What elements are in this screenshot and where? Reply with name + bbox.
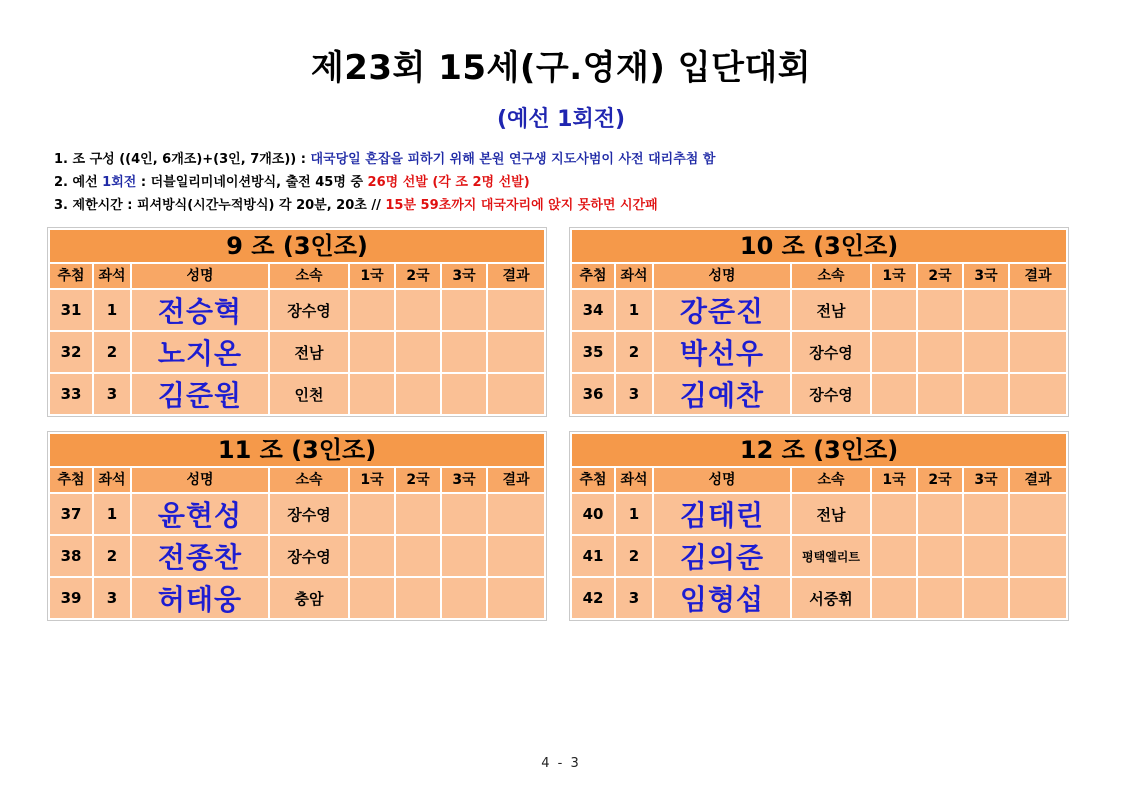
draw-number: 33 [50, 374, 92, 414]
final-result [488, 578, 544, 618]
final-result [1010, 536, 1066, 576]
note-1-text: 1. 조 구성 ((4인, 6개조)+(3인, 7개조)) : [54, 152, 311, 167]
game-3-result [964, 578, 1008, 618]
group-table [48, 432, 546, 620]
page-number: 4 - 3 [541, 756, 581, 771]
game-2-result [396, 536, 440, 576]
game-2-result [918, 578, 962, 618]
column-header: 3국 [442, 264, 486, 288]
game-3-result [442, 332, 486, 372]
draw-number: 42 [572, 578, 614, 618]
table-row [50, 374, 544, 414]
final-result [488, 332, 544, 372]
group-title: 10 조 (3인조) [572, 230, 1066, 262]
game-3-result [964, 374, 1008, 414]
player-name: 허태웅 [132, 578, 268, 618]
column-header: 좌석 [616, 264, 652, 288]
column-header: 결과 [488, 468, 544, 492]
player-affiliation: 장수영 [270, 290, 348, 330]
game-3-result [442, 494, 486, 534]
game-1-result [872, 374, 916, 414]
game-3-result [964, 494, 1008, 534]
draw-number: 36 [572, 374, 614, 414]
column-header: 소속 [792, 264, 870, 288]
game-3-result [442, 374, 486, 414]
group-11 [48, 432, 546, 624]
draw-number: 41 [572, 536, 614, 576]
player-name: 전종찬 [132, 536, 268, 576]
player-name: 김예찬 [654, 374, 790, 414]
seat-number: 1 [616, 494, 652, 534]
player-affiliation: 장수영 [792, 332, 870, 372]
final-result [1010, 494, 1066, 534]
column-header: 성명 [654, 468, 790, 492]
game-1-result [872, 494, 916, 534]
column-header: 추첨 [572, 264, 614, 288]
player-affiliation: 전남 [792, 494, 870, 534]
player-name: 김태린 [654, 494, 790, 534]
note-2-highlight: 26명 선발 (각 조 2명 선발) [367, 175, 530, 190]
seat-number: 1 [94, 290, 130, 330]
table-row [50, 494, 544, 534]
game-2-result [918, 290, 962, 330]
column-header: 1국 [872, 468, 916, 492]
player-name: 강준진 [654, 290, 790, 330]
draw-number: 31 [50, 290, 92, 330]
game-1-result [872, 578, 916, 618]
table-row [572, 494, 1066, 534]
draw-number: 40 [572, 494, 614, 534]
column-header: 2국 [396, 468, 440, 492]
column-header: 좌석 [94, 468, 130, 492]
game-1-result [872, 332, 916, 372]
table-row [50, 332, 544, 372]
final-result [1010, 374, 1066, 414]
game-3-result [442, 578, 486, 618]
seat-number: 2 [616, 332, 652, 372]
game-2-result [396, 578, 440, 618]
column-header: 결과 [1010, 468, 1066, 492]
seat-number: 3 [616, 578, 652, 618]
draw-number: 39 [50, 578, 92, 618]
final-result [1010, 578, 1066, 618]
group-9 [48, 228, 546, 420]
game-2-result [396, 290, 440, 330]
final-result [1010, 332, 1066, 372]
draw-number: 35 [572, 332, 614, 372]
table-row [572, 536, 1066, 576]
group-table [570, 228, 1068, 416]
column-header: 추첨 [50, 264, 92, 288]
game-1-result [872, 536, 916, 576]
game-2-result [918, 536, 962, 576]
notes [54, 148, 1074, 217]
group-title: 9 조 (3인조) [50, 230, 544, 262]
seat-number: 1 [616, 290, 652, 330]
player-name: 노지온 [132, 332, 268, 372]
group-12 [570, 432, 1068, 624]
note-line-3 [54, 194, 1074, 217]
column-header: 2국 [918, 264, 962, 288]
draw-number: 38 [50, 536, 92, 576]
note-1-highlight: 대국당일 혼잡을 피하기 위해 본원 연구생 지도사범이 사전 대리추첨 함 [310, 152, 716, 167]
column-header: 2국 [918, 468, 962, 492]
column-header: 1국 [350, 264, 394, 288]
seat-number: 2 [94, 332, 130, 372]
game-2-result [396, 374, 440, 414]
player-name: 김준원 [132, 374, 268, 414]
player-name: 윤현성 [132, 494, 268, 534]
column-header: 성명 [132, 468, 268, 492]
note-3-text: 3. 제한시간 : 피셔방식(시간누적방식) 각 20분, 20초 // [54, 198, 386, 213]
document-subtitle: (예선 1회전) [496, 107, 626, 132]
note-line-1 [54, 148, 1074, 171]
draw-number: 37 [50, 494, 92, 534]
game-2-result [918, 374, 962, 414]
final-result [488, 536, 544, 576]
seat-number: 1 [94, 494, 130, 534]
seat-number: 3 [94, 578, 130, 618]
column-header: 결과 [488, 264, 544, 288]
game-3-result [442, 536, 486, 576]
player-name: 김의준 [654, 536, 790, 576]
seat-number: 3 [616, 374, 652, 414]
column-header: 추첨 [50, 468, 92, 492]
note-3-highlight: 15분 59초까지 대국자리에 앉지 못하면 시간패 [385, 198, 658, 213]
game-2-result [918, 332, 962, 372]
seat-number: 3 [94, 374, 130, 414]
game-1-result [350, 290, 394, 330]
player-name: 임형섭 [654, 578, 790, 618]
game-1-result [350, 536, 394, 576]
game-3-result [442, 290, 486, 330]
table-row [50, 578, 544, 618]
player-affiliation: 전남 [792, 290, 870, 330]
document-title: 제23회 15세(구.영재) 입단대회 [310, 48, 812, 88]
player-affiliation: 인천 [270, 374, 348, 414]
note-2-round: 1회전 [102, 175, 137, 190]
draw-number: 32 [50, 332, 92, 372]
table-row [50, 290, 544, 330]
group-table [570, 432, 1068, 620]
final-result [1010, 290, 1066, 330]
final-result [488, 494, 544, 534]
table-row [572, 290, 1066, 330]
column-header: 3국 [964, 264, 1008, 288]
table-row [572, 332, 1066, 372]
player-affiliation: 장수영 [270, 494, 348, 534]
game-3-result [964, 536, 1008, 576]
final-result [488, 290, 544, 330]
column-header: 결과 [1010, 264, 1066, 288]
column-header: 1국 [872, 264, 916, 288]
game-1-result [350, 332, 394, 372]
player-affiliation: 서중휘 [792, 578, 870, 618]
column-header: 좌석 [616, 468, 652, 492]
seat-number: 2 [94, 536, 130, 576]
group-10 [570, 228, 1068, 420]
game-1-result [872, 290, 916, 330]
player-affiliation: 장수영 [792, 374, 870, 414]
final-result [488, 374, 544, 414]
game-2-result [396, 332, 440, 372]
player-affiliation: 충암 [270, 578, 348, 618]
column-header: 좌석 [94, 264, 130, 288]
player-name: 전승혁 [132, 290, 268, 330]
column-header: 성명 [132, 264, 268, 288]
seat-number: 2 [616, 536, 652, 576]
column-header: 소속 [270, 468, 348, 492]
note-line-2 [54, 171, 1074, 194]
game-1-result [350, 578, 394, 618]
column-header: 3국 [442, 468, 486, 492]
player-affiliation: 장수영 [270, 536, 348, 576]
column-header: 성명 [654, 264, 790, 288]
game-3-result [964, 332, 1008, 372]
table-row [572, 578, 1066, 618]
group-table [48, 228, 546, 416]
game-2-result [918, 494, 962, 534]
note-2-text: 2. 예선 [54, 175, 103, 190]
game-1-result [350, 374, 394, 414]
column-header: 1국 [350, 468, 394, 492]
game-1-result [350, 494, 394, 534]
note-2-middle: : 더블일리미네이션방식, 출전 45명 중 [136, 175, 368, 190]
column-header: 추첨 [572, 468, 614, 492]
group-title: 11 조 (3인조) [50, 434, 544, 466]
group-title: 12 조 (3인조) [572, 434, 1066, 466]
column-header: 2국 [396, 264, 440, 288]
column-header: 소속 [270, 264, 348, 288]
player-affiliation: 전남 [270, 332, 348, 372]
column-header: 3국 [964, 468, 1008, 492]
table-row [572, 374, 1066, 414]
table-row [50, 536, 544, 576]
player-name: 박선우 [654, 332, 790, 372]
column-header: 소속 [792, 468, 870, 492]
player-affiliation: 평택엘리트 [792, 536, 870, 576]
draw-number: 34 [572, 290, 614, 330]
game-3-result [964, 290, 1008, 330]
game-2-result [396, 494, 440, 534]
